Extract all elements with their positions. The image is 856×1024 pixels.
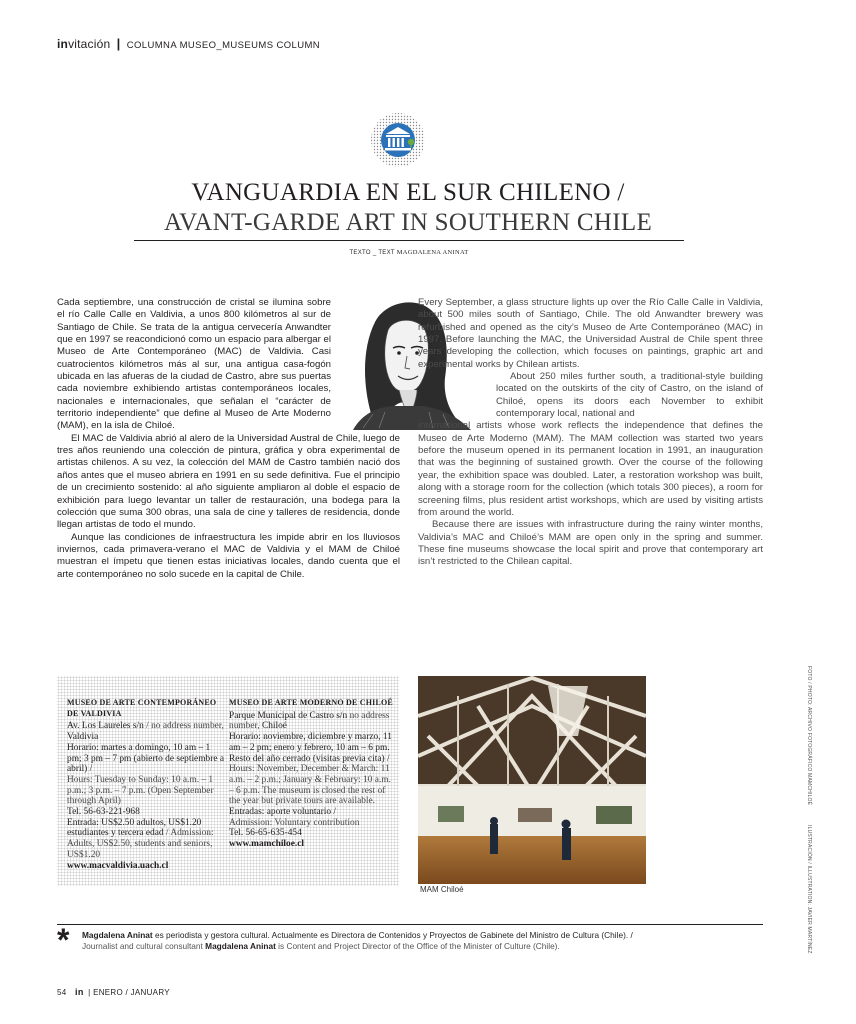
- museum-info-panel: [57, 676, 399, 886]
- photo-caption: MAM Chiloé: [420, 885, 464, 894]
- museum-fee: Entradas: aporte voluntario /: [229, 807, 336, 818]
- museum-title: MUSEO DE ARTE MODERNO DE CHILOÉ: [229, 698, 393, 707]
- footer-issue: | ENERO / JANUARY: [88, 988, 170, 997]
- museum-website-link[interactable]: www.macvaldivia.uach.cl: [67, 860, 169, 871]
- museum-hours-en: Hours: Tuesday to Sunday: 10 a.m. – 1 p.m.; 3 p.m. – 7 p.m. (Open September through April): [67, 774, 214, 807]
- paragraph-en-3: Because there are issues with infrastructure during the rainy winter months, Valdivia’s MAC and Chiloé’s MAM are open only in the spring and summer. These fine museums showcase the local spirit and prove that contemporary art isn’t restricted to the Chilean capital.: [418, 519, 763, 568]
- section-header: [57, 36, 320, 51]
- museum-city: Valdivia: [67, 732, 99, 743]
- bio-divider: [57, 924, 763, 925]
- author-bio: [82, 930, 762, 952]
- museum-info-chiloe: [229, 698, 394, 850]
- photo-credit: FOTO / PHOTO: ARCHIVO FOTOGRÁFICO MAMCHILOÉ: [806, 666, 812, 806]
- asterisk-icon: *: [57, 922, 70, 958]
- museum-phone: Tel. 56-63-221-968: [67, 807, 140, 818]
- footer-brand: in: [75, 987, 84, 997]
- page-footer: [57, 987, 170, 997]
- museum-interior-photo: [418, 676, 646, 892]
- museum-hours: Horario: noviembre, diciembre y marzo, 11 am – 2 pm; enero y febrero, 10 am – 6 pm. Resto del año cerrado (visitas previa cita) /: [229, 732, 392, 764]
- paragraph-en-1: Every September, a glass structure lights up over the Río Calle Calle in Valdivia, about 500 miles south of Santiago, Chile. The old Anwandter brewery was refurbished and opened as the city’s Museo de Arte Contemporáneo (MAC) in 1997. Before launching the MAC, the Universidad Austral de Chile spent three years developing the collection, which focuses on paintings, graphic art and experimental works by Chilean artists.: [418, 297, 763, 370]
- museum-info-valdivia: [67, 698, 225, 871]
- title-divider: [134, 240, 684, 241]
- byline: [134, 249, 684, 256]
- section-label: COLUMNA MUSEO_MUSEUMS COLUMN: [126, 40, 321, 51]
- museum-city: Chiloé: [261, 721, 287, 732]
- illustration-credit: ILUSTRACIÓN / ILLUSTRATION: JAVIER MARTÍNEZ: [806, 825, 812, 954]
- museum-phone: Tel. 56-65-635-454: [229, 828, 302, 839]
- brand-rest: vitación: [68, 37, 111, 51]
- page-number: 54: [57, 988, 67, 997]
- byline-label: TEXTO _ TEXT: [349, 250, 395, 256]
- bio-text-en-pre: Journalist and cultural consultant: [82, 940, 206, 951]
- bio-text-en: is Content and Project Director of the Office of the Minister of Culture (Chile).: [275, 940, 560, 951]
- museum-title: MUSEO DE ARTE CONTEMPORÁNEO DE VALDIVIA: [67, 698, 217, 718]
- museum-address-en: / no address number,: [143, 721, 224, 732]
- paragraph-es-3: Aunque las condiciones de infraestructura les impide abrir en los lluviosos inviernos, cada primavera-verano el MAC de Valdivia y el MAM de Chiloé muestran el ímpetu que tienen estas iniciativas locales, dando cuenta que el arte contemporáneo no solo sucede en la capital de Chile.: [57, 531, 400, 580]
- paragraph-es-2: El MAC de Valdivia abrió al alero de la Universidad Austral de Chile, luego de tres años reuniendo una colección de pintura, gráfica y obra experimental de artistas chilenos. A su vez, la colección del MAM de Castro también nació dos años antes que el museo abriera en 1991 en su sede definitiva. Fue el principio de un crecimiento sostenido: al año siguiente ampliaron al doble el espacio de exhibición para luego levantar un taller de restauración, una bodega para la colección que suma 300 obras, una sala de cine y talleres de residencia, donde llegan artistas de todo el mundo.: [57, 432, 400, 531]
- article-title: [130, 178, 686, 238]
- paragraph-en-2: [418, 371, 763, 519]
- paragraph-es-1: Cada septiembre, una construcción de cristal se ilumina sobre el río Calle Calle en Valdivia, a unos 800 kilómetros al sur de Santiago de Chile. Se trata de la antigua cervecería Anwandter que en 1997 se reacondicionó como un espacio para albergar el Museo de Arte Contemporáneo (MAC) de Valdivia. Casi cuatrocientos kilómetros más al sur, una antigua casa-fogón ubicada en las afueras de la ciudad de Castro, abre sus puertas cada noviembre exhibiendo artistas contemporáneos locales, nacionales e internacionales, que señalan el “carácter de territorio independiente” que define al Museo de Arte Moderno (MAM), en la isla de Chiloé.: [57, 297, 331, 432]
- paragraph-en-2-rest: international artists whose work reflects the independence that defines the Museo de Arte Moderno (MAM). The MAM collection was started two years before the museum opened in its permanent location in 1991, an inauguration that was the beginning of sustained growth. Over the course of the following year, the exhibition space was doubled. Later, a restoration workshop was built, along with a storage room for the collection (which totals 300 pieces), a room for screening films, plus resident artist workshops, which are used by visiting artists from around the world.: [418, 420, 763, 518]
- bio-text-es: es periodista y gestora cultural. Actualmente es Directora de Contenidos y Proyectos de Gabinete del Ministro de Cultura (Chile). /: [152, 930, 633, 940]
- museum-hours-en: Hours: November, December & March: 11 a.m. – 2 p.m.; January & February: 10 a.m. – 6 p.m. The museum is closed the rest of the year but private tours are available.: [229, 764, 391, 807]
- header-divider: |: [116, 36, 121, 51]
- paragraph-en-2-start: About 250 miles further south, a traditional-style building located on the outskirts of the city of Castro, on the island of Chiloé, opens its doors each November to exhibit contemporary local, national and: [496, 371, 763, 420]
- byline-author: MAGDALENA ANINAT: [396, 249, 469, 256]
- body-english: [418, 297, 763, 569]
- museum-address: Av. Los Laureles s/n: [67, 721, 144, 732]
- brand-mark: in: [57, 37, 69, 51]
- museum-building-icon: [370, 112, 426, 168]
- bio-name: Magdalena Aninat: [82, 930, 153, 940]
- title-spanish: VANGUARDIA EN EL SUR CHILENO /: [191, 179, 625, 206]
- museum-fee: Entrada: US$2.50 adultos, US$1.20 estudiantes y tercera edad: [67, 817, 202, 839]
- museum-hours: Horario: martes a domingo, 10 am – 1 pm; 3 pm – 7 pm (abierto de septiembre a abril) /: [67, 742, 224, 775]
- museum-address-en: no address number,: [229, 710, 390, 732]
- museum-fee-en: Admission: Voluntary contribution: [229, 817, 360, 828]
- body-spanish: [57, 297, 400, 581]
- title-english: AVANT-GARDE ART IN SOUTHERN CHILE: [163, 209, 653, 236]
- museum-fee-en: / Admission: Adults, US$2.50, students and seniors, US$1.20: [67, 828, 214, 860]
- museum-address: Parque Municipal de Castro s/n: [229, 710, 348, 721]
- museum-website-link[interactable]: www.mamchiloe.cl: [229, 839, 304, 850]
- bio-name-en: Magdalena Aninat: [205, 940, 276, 951]
